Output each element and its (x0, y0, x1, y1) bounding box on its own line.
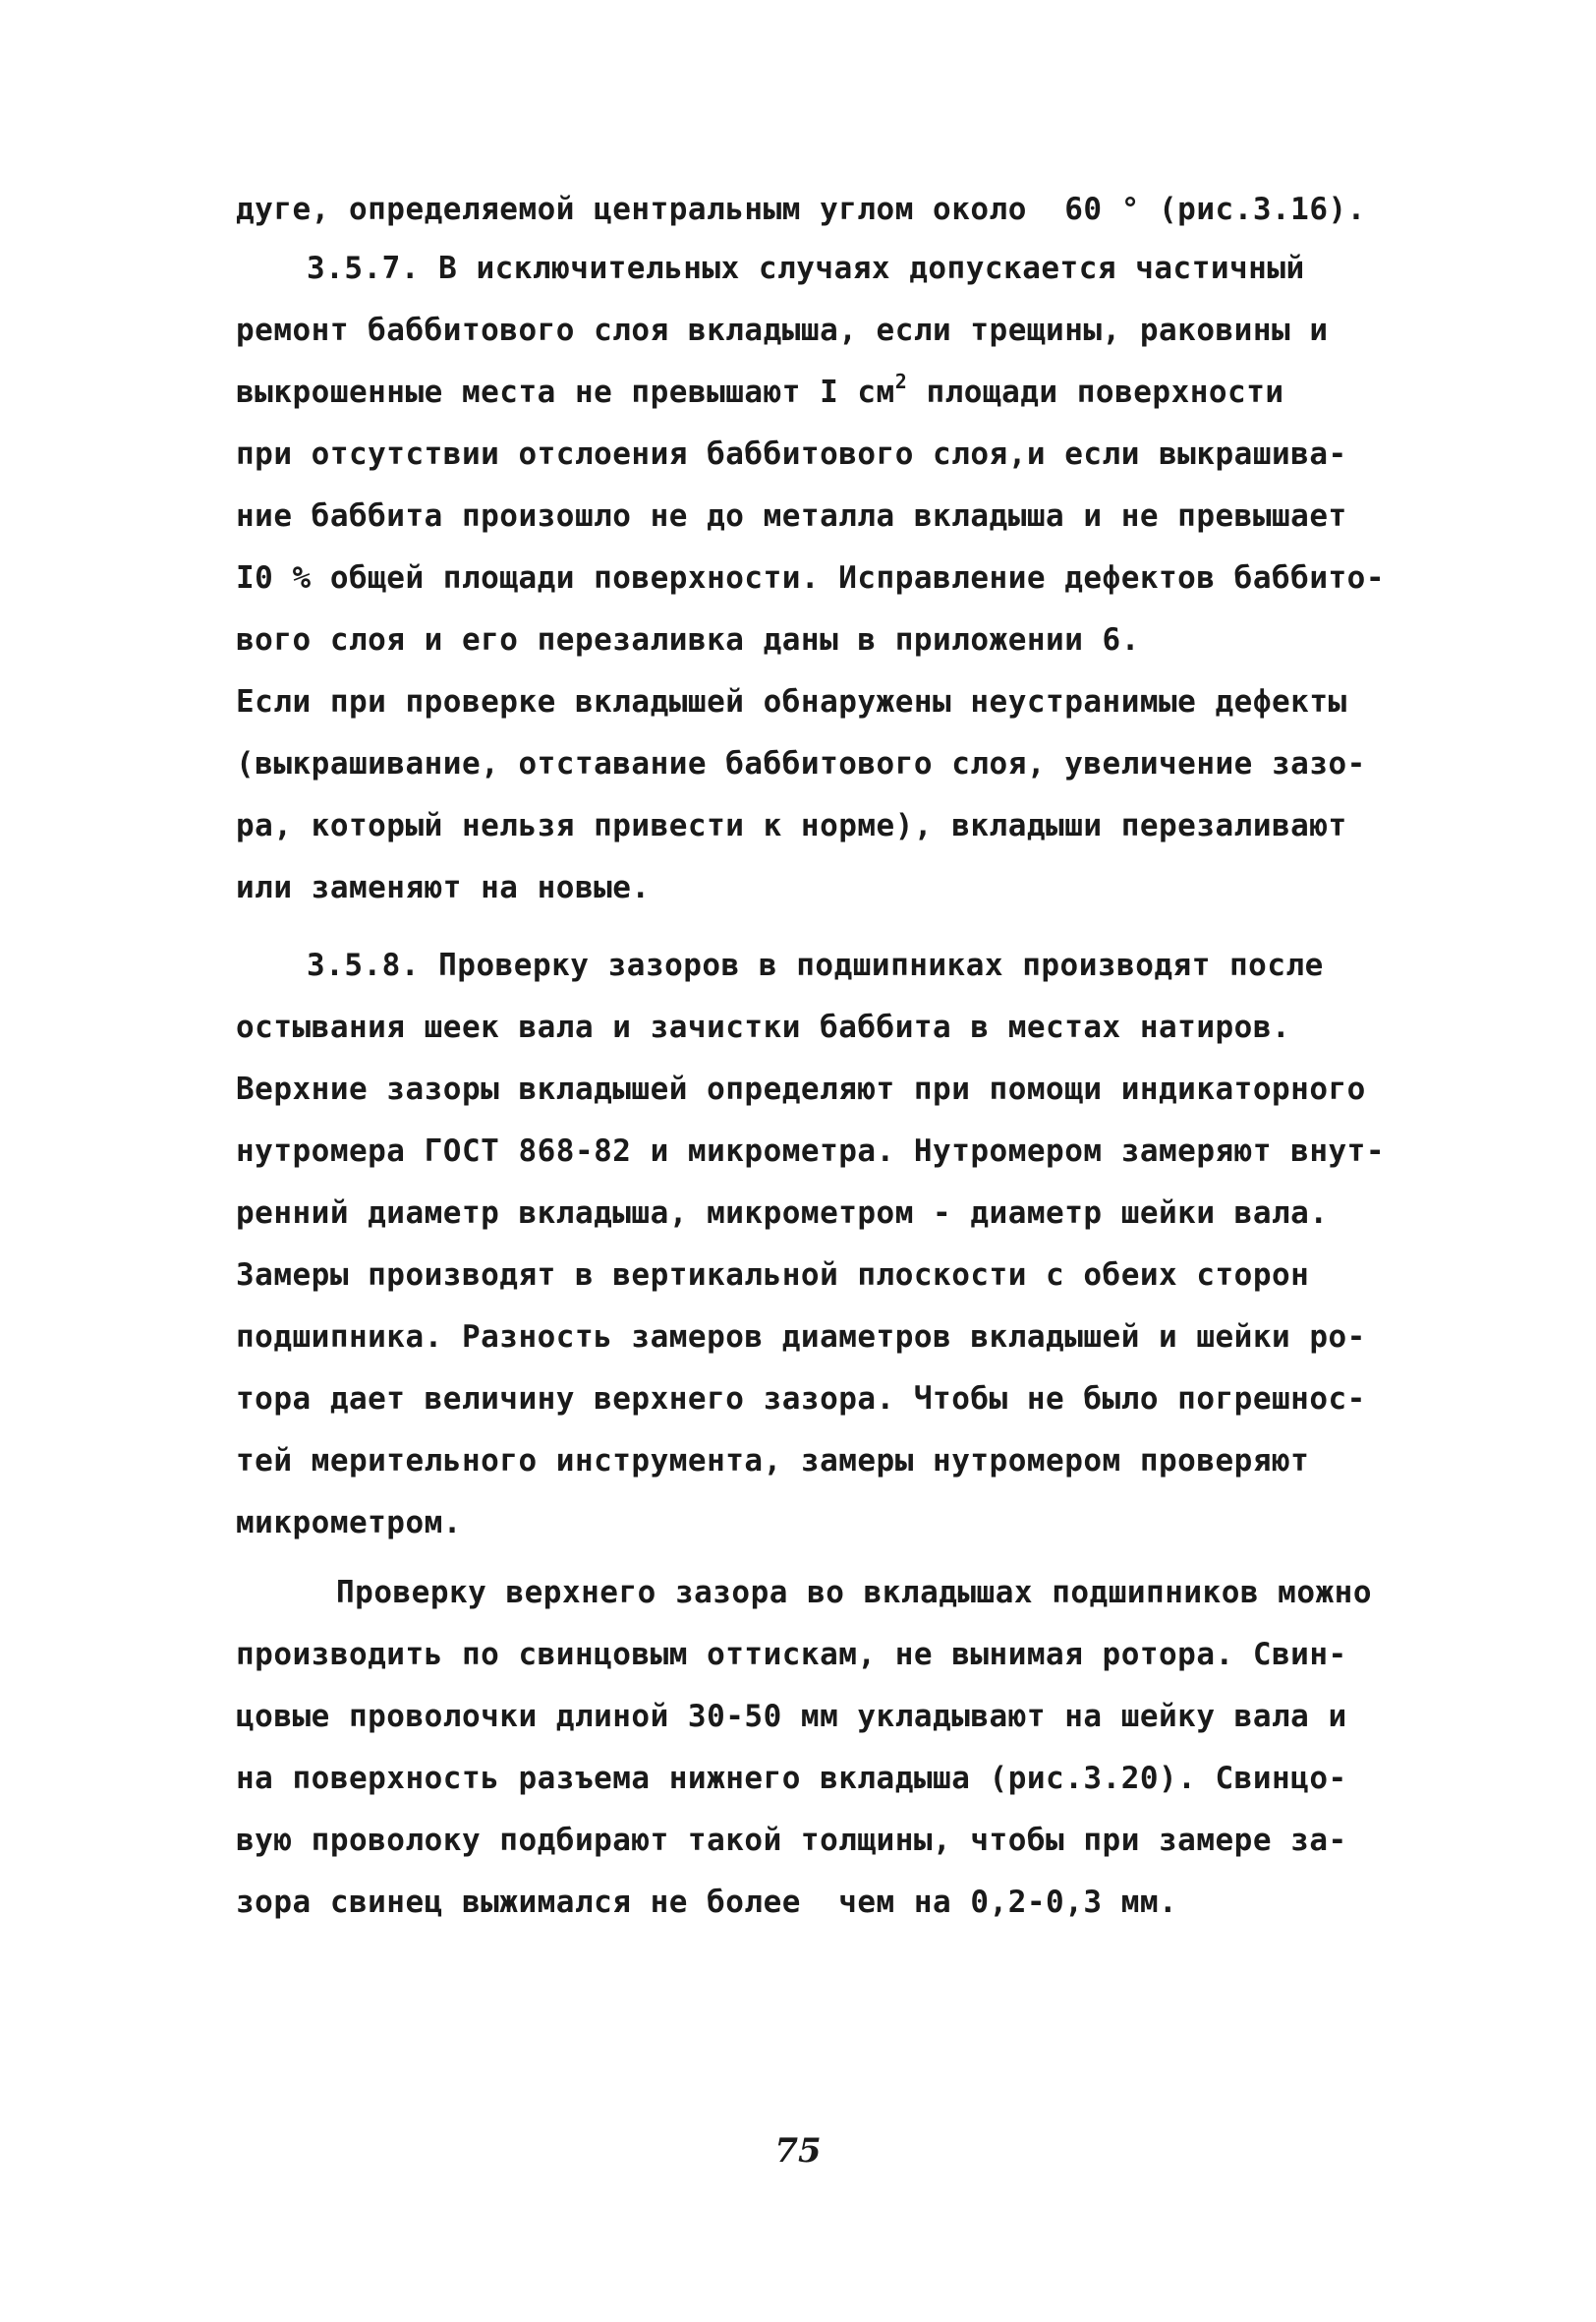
text-line: Замеры производят в вертикальной плоскости с обеих сторон (236, 1257, 1310, 1293)
text-line-with-superscript (236, 370, 1284, 412)
text-line: Проверку верхнего зазора во вкладышах подшипников можно (336, 1575, 1372, 1610)
text-line: цовые проволочки длиной 30-50 мм укладывают на шейку вала и (236, 1699, 1347, 1734)
page-number: 75 (774, 2131, 822, 2171)
text-segment: площади поверхности (907, 375, 1284, 410)
text-line: или заменяют на новые. (236, 870, 651, 905)
text-line: Если при проверке вкладышей обнаружены неустранимые дефекты (236, 684, 1347, 720)
text-line: подшипника. Разность замеров диаметров вкладышей и шейки ро- (236, 1319, 1366, 1355)
text-line: при отсутствии отслоения баббитового слоя,и если выкрашива- (236, 436, 1347, 472)
text-line: вого слоя и его перезаливка даны в приложении 6. (236, 622, 1140, 658)
text-line: вую проволоку подбирают такой толщины, чтобы при замере за- (236, 1823, 1347, 1858)
superscript: 2 (894, 370, 908, 393)
text-line: производить по свинцовым оттискам, не вынимая ротора. Свин- (236, 1637, 1347, 1672)
text-line: 3.5.7. В исключительных случаях допускается частичный (307, 251, 1305, 286)
text-line: тора дает величину верхнего зазора. Чтобы не было погрешнос- (236, 1381, 1366, 1417)
text-line: (выкрашивание, отставание баббитового слоя, увеличение зазо- (236, 746, 1366, 782)
text-line: зора свинец выжимался не более чем на 0,2-0,3 мм. (236, 1885, 1178, 1920)
text-line: Верхние зазоры вкладышей определяют при помощи индикаторного (236, 1072, 1366, 1107)
text-line: ние баббита произошло не до металла вкладыша и не превышает (236, 498, 1347, 534)
text-line: микрометром. (236, 1505, 462, 1540)
text-line: остывания шеек вала и зачистки баббита в местах натиров. (236, 1010, 1291, 1045)
text-segment: выкрошенные места не превышают I см (236, 375, 895, 410)
text-line: дуге, определяемой центральным углом около 60 ° (рис.3.16). (236, 192, 1366, 227)
text-line: тей мерительного инструмента, замеры нутромером проверяют (236, 1443, 1310, 1479)
text-line: на поверхность разъема нижнего вкладыша (рис.3.20). Свинцо- (236, 1761, 1347, 1796)
text-line: ренний диаметр вкладыша, микрометром - диаметр шейки вала. (236, 1195, 1329, 1231)
text-line: ремонт баббитового слоя вкладыша, если трещины, раковины и (236, 313, 1329, 348)
text-line: 3.5.8. Проверку зазоров в подшипниках производят после (307, 948, 1324, 983)
text-line: нутромера ГОСТ 868-82 и микрометра. Нутромером замеряют внут- (236, 1133, 1385, 1169)
text-line: I0 % общей площади поверхности. Исправление дефектов баббито- (236, 560, 1385, 596)
text-line: ра, который нельзя привести к норме), вкладыши перезаливают (236, 808, 1347, 843)
